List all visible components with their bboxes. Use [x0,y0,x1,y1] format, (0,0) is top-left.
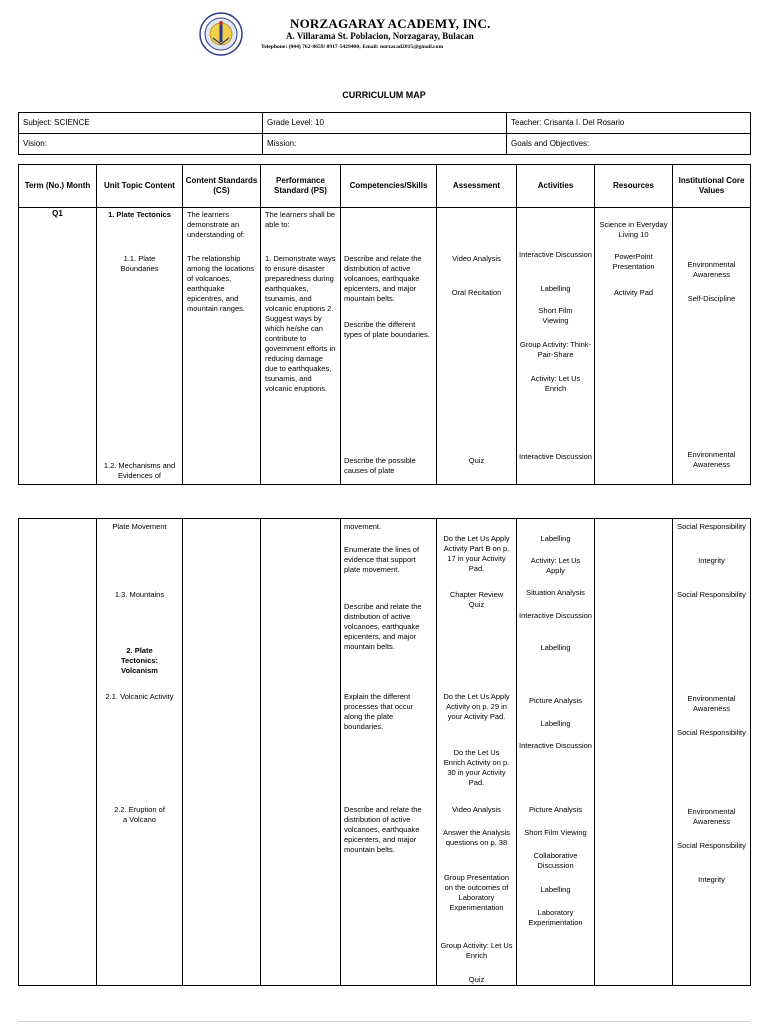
school-name: NORZAGARAY ACADEMY, INC. [290,16,491,31]
ps-intro: The learners shall be able to: [265,210,336,229]
act2-item-12: Labelling [540,885,571,894]
core-values-cell [673,208,751,485]
act-item-4: Group Activity: Think-Pair-Share [519,340,592,359]
unit-volcanic-activity: 2.1. Volcanic Activity [105,692,174,701]
assess-item-1: Video Analysis [452,254,501,263]
act2-item-7: Labelling [540,719,571,728]
header-unit: Unit Topic Content [97,165,183,208]
assess2-item-7: Group Presentation on the outcomes of Laboratory Experimentation [443,873,510,912]
act2-item-3: Situation Analysis [526,588,585,597]
goals-field: Goals and Objectives: [507,134,751,155]
assess2-item-2: Chapter Review Quiz [449,590,504,609]
act2-item-2: Activity: Let Us Apply [530,556,581,575]
cs-body: The relationship among the locations of volcanoes, earthquake epicentres, and mountain ranges. [187,254,255,313]
act-item-1: Interactive Discussion [519,250,592,259]
comp-item-1: Describe and relate the distribution of active volcanoes, earthquake epicenters, and major mountain belts. [344,254,422,303]
resources-cell [595,208,673,485]
act2-item-5: Labelling [540,643,571,652]
assessment-cell [437,208,517,485]
ps-body: 1. Demonstrate ways to ensure disaster preparedness during earthquakes, tsunamis, and volcanic eruptions 2. Suggest ways by which he/she can contribute to government efforts in reducing damage due to earthquakes, tsunamis, and volcanic eruptions. [265,254,336,393]
icv2-item-3: Social Responsibility [677,590,746,599]
icv-item-1: Environmental Awareness [687,260,736,279]
assess2-item-4: Do the Let Us Enrich Activity on p. 30 in your Activity Pad. [443,748,510,787]
header-assessment: Assessment [437,165,517,208]
header-resources: Resources [595,165,673,208]
icv2-item-6: Environmental Awareness [687,807,736,826]
header-competencies: Competencies/Skills [341,165,437,208]
cs-intro: The learners demonstrate an understanding of: [187,210,245,239]
assess2-item-6: Answer the Analysis questions on p. 38 [442,828,511,847]
header-core-values: Institutional Core Values [673,165,751,208]
unit-plate-boundaries: 1.1. Plate Boundaries [120,254,159,273]
core-values-cell-2 [673,519,751,986]
school-contact: Telephone: (044) 762-8659/ 0917-5429400; Email: norzacad2015@gmail.com [261,44,444,50]
term-cell [19,208,97,485]
teacher-field: Teacher: Crisanta I. Del Rosario [507,113,751,134]
assess2-item-5: Video Analysis [452,805,501,814]
assess2-item-9: Quiz [468,975,485,984]
icv2-item-8: Integrity [698,875,725,884]
comp2-item-5: Describe and relate the distribution of active volcanoes, earthquake epicenters, and major mountain belts. [344,805,422,854]
header-performance-standard: Performance Standard (PS) [261,165,341,208]
icv2-item-1: Social Responsibility [677,522,746,531]
icv2-item-4: Environmental Awareness [687,694,736,713]
comp2-item-2: Enumerate the lines of evidence that support plate movement. [344,545,420,574]
curriculum-table-part2 [18,518,751,986]
icv2-item-2: Integrity [698,556,725,565]
assessment-cell-2 [437,519,517,986]
term-cell-2 [19,519,97,986]
comp2-item-4: Explain the different processes that occur along the plate boundaries. [344,692,414,731]
assess-item-3: Quiz [468,456,485,465]
act2-item-4: Interactive Discussion [519,611,592,620]
term-q1: Q1 [52,209,63,218]
act2-item-11: Collaborative Discussion [533,851,578,870]
header-content-standards: Content Standards (CS) [183,165,261,208]
resources-cell-2 [595,519,673,986]
school-seal-icon [199,12,243,56]
assess2-item-3: Do the Let Us Apply Activity on p. 29 in your Activity Pad. [443,692,510,721]
icv-item-2: Self-Discipline [687,294,736,303]
act2-item-1: Labelling [540,534,571,543]
comp-item-2: Describe the different types of plate boundaries. [344,320,430,339]
act2-item-9: Picture Analysis [529,805,582,814]
competencies-cell-2 [341,519,437,986]
content-standards-cell [183,208,261,485]
act-item-5: Activity: Let Us Enrich [530,374,581,393]
document-title: CURRICULUM MAP [342,90,426,100]
activities-cell-2 [517,519,595,986]
act2-item-13: Laboratory Experimentation [528,908,583,927]
res-item-3: Activity Pad [613,288,654,297]
subject-field: Subject: SCIENCE [19,113,263,134]
assess-item-2: Oral Recitation [451,288,502,297]
mission-field: Mission: [263,134,507,155]
comp-item-3: Describe the possible causes of plate [344,456,416,475]
icv-item-3: Environmental Awareness [687,450,736,469]
unit-plate-movement: Plate Movement [112,522,167,531]
unit-cell [97,208,183,485]
comp2-item-3: Describe and relate the distribution of active volcanoes, earthquake epicenters, and major mountain belts. [344,602,422,651]
act2-item-6: Picture Analysis [529,696,582,705]
icv2-item-5: Social Responsibility [677,728,746,737]
unit-mountains: 1.3. Mountains [114,590,165,599]
unit-plate-tectonics: 1. Plate Tectonics [108,210,171,219]
header-term: Term (No.) Month [19,165,97,208]
unit-mechanisms: 1.2. Mechanisms and Evidences of [103,461,176,480]
activities-cell [517,208,595,485]
act2-item-10: Short Film Viewing [524,828,587,837]
performance-standard-cell [261,208,341,485]
assess2-item-8: Group Activity: Let Us Enrich [440,941,513,960]
performance-standard-cell-2 [261,519,341,986]
unit-cell-2 [97,519,183,986]
school-address: A. Villarama St. Poblacion, Norzagaray, Bulacan [286,31,474,41]
act-item-3: Short Film Viewing [538,306,573,325]
res-item-1: Science in Everyday Living 10 [599,220,668,239]
unit-eruption: 2.2. Eruption of a Volcano [114,805,165,824]
unit-volcanism: 2. Plate Tectonics: Volcanism [121,646,158,675]
act-item-2: Labelling [540,284,571,293]
act-item-6: Interactive Discussion [519,452,592,461]
header-activities: Activities [517,165,595,208]
comp2-item-1: movement. [344,522,382,531]
res-item-2: PowerPoint Presentation [612,252,655,271]
page-divider [18,1021,750,1022]
assess2-item-1: Do the Let Us Apply Activity Part B on p. 17 in your Activity Pad. [443,534,510,573]
grade-field: Grade Level: 10 [263,113,507,134]
competencies-cell [341,208,437,485]
vision-field: Vision: [19,134,263,155]
info-table [18,112,751,155]
icv2-item-7: Social Responsibility [677,841,746,850]
act2-item-8: Interactive Discussion [519,741,592,750]
content-standards-cell-2 [183,519,261,986]
curriculum-table-part1 [18,164,751,485]
